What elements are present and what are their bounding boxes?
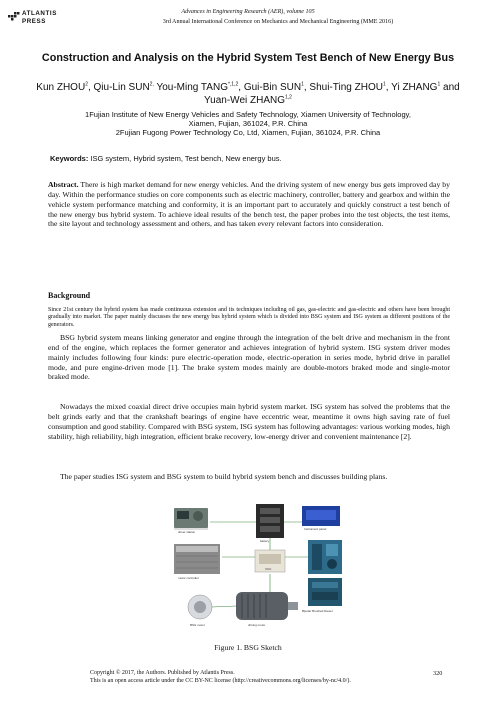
abstract-text: There is high market demand for new energy vehicles. And the driving system of new energy bus gets improved day by day. Within the performance studies on core components such as electric machinery, controller, battery and gearbox and within the vehicle system performance matching and conformity, it is an important part to accurately and quickly construct a test bench of the new energy bus hybrid system. To achieve ideal results of the bench test, the paper probes into the test objects, the test items, the site layout and technology assessment and others, and has taken every relevant factors into consideration. xyxy=(48,180,450,229)
license-line: This is an open access article under the CC BY-NC license (http://creativecommons.org/licenses/by-nc/4.0/). xyxy=(90,677,351,684)
affiliations xyxy=(20,110,476,138)
battery-cabinet-icon xyxy=(256,504,284,543)
author: Kun ZHOU$^2$, xyxy=(36,81,94,93)
driving-motor-icon xyxy=(236,592,298,627)
abstract xyxy=(48,180,450,229)
motor-controller-icon xyxy=(174,544,220,580)
figure-caption: Figure 1. BSG Sketch xyxy=(214,643,282,652)
author-list xyxy=(30,81,466,107)
footer-copyright xyxy=(90,670,351,685)
paper-title: Construction and Analysis on the Hybrid System Test Bench of New Energy Bus xyxy=(41,52,455,64)
instrument-panel-icon xyxy=(302,506,340,531)
author: You-Ming $TANG^{*,1,2}$, xyxy=(156,81,244,93)
engine-label: Bipolar Brushed Diesel xyxy=(302,609,333,613)
affiliation-2: 2Fujian Fugong Power Technology Co, Ltd, Xiamen, Fujian, 361024, P.R. China xyxy=(115,128,381,138)
bsg-motor-icon xyxy=(188,595,212,627)
driver-station-label: driver station xyxy=(178,530,196,534)
vcu-label: VCU xyxy=(265,567,272,571)
author: Gui-Bin SUN$^1$, xyxy=(243,81,310,93)
background-intro: Since 21st century the hybrid system has made continuous extension and its techniques including oil gas, gas-electric and gas-electric and others have been brought gradually into market. The paper mainly discusses the new energy bus hybrid system which is divided into BSG system and ISG system as different positions of the generators. xyxy=(48,307,450,328)
engine-icon xyxy=(302,540,342,613)
affiliation-1: 1Fujian Institute of New Energy Vehicles and Safety Technology, Xiamen University of Technology, xyxy=(85,110,411,119)
author: Shui-Ting ZHOU$^1$, xyxy=(309,81,392,93)
abstract-label: Abstract. xyxy=(48,180,79,189)
paragraph-plans: The paper studies ISG system and BSG system to build hybrid system bench and discusses building plans. xyxy=(60,472,388,481)
paragraph-isg: Nowadays the mixed coaxial direct drive occupies main hybrid system market. ISG system has solved the problems that the belt grinds early and that the crankshaft bearings of engine have eccentric wear, meantime it owns high saving rate of fuel consumption and good stability. Compared with BSG system, ISG system has following advantages: various working modes, high stability, high reliability, high integration, efficient brake recovery, low-energy driver and convenient maintenance [2]. xyxy=(48,402,450,441)
keywords-label: Keywords: xyxy=(50,154,89,163)
keywords-text: ISG system, Hybrid system, Test bench, New energy bus. xyxy=(88,154,282,163)
running-header-journal: Advances in Engineering Research (AER), volume 105 xyxy=(181,9,315,15)
section-heading-background: Background xyxy=(48,291,91,300)
bsg-motor-label: BSG motor xyxy=(190,623,205,627)
driving-motor-label: driving motor xyxy=(248,623,266,627)
figure-bsg-sketch xyxy=(170,502,346,635)
motor-controller-label: motor controller xyxy=(178,576,199,580)
logo-line-1: ATLANTIS xyxy=(22,10,57,17)
paragraph-bsg: BSG hybrid system means linking generator and engine through the integration of the belt drive and mechanism in the front end of the engine, which replaces the former generator and achieves integration of hybrid system. ISG system driver modes mainly includes following four kinds: pure electric-operation mode, electric-operation in series mode, hybrid drive in parallel mode, and pure engine-driven mode [1]. The brake system modes mainly are double-motors braked mode and single-motor braked mode. xyxy=(48,333,450,382)
author: Yuan-Wei ZHANG$^{1,2}$ xyxy=(204,94,292,106)
bsg-sketch-illustration xyxy=(170,502,346,635)
affiliation-1-cont: Xiamen, Fujian, 361024, P.R. China xyxy=(188,119,308,129)
vcu-icon xyxy=(255,550,285,572)
author: Qiu-Lin $SUN^{2,}$ xyxy=(93,81,154,93)
page-number: 320 xyxy=(433,670,443,677)
instrument-panel-label: Instrument panel xyxy=(304,527,327,531)
driver-station-icon xyxy=(174,508,208,534)
copyright-line: Copyright © 2017, the Authors. Published by Atlantis Press. xyxy=(90,670,235,676)
running-header-conference: 3rd Annual International Conference on Mechanics and Mechanical Engineering (MME 2016) xyxy=(162,19,394,25)
keywords xyxy=(50,154,450,163)
author: Yi ZHANG$^1$ and xyxy=(391,81,460,93)
battery-label: battery xyxy=(260,539,270,543)
logo-line-2: PRESS xyxy=(22,17,46,25)
